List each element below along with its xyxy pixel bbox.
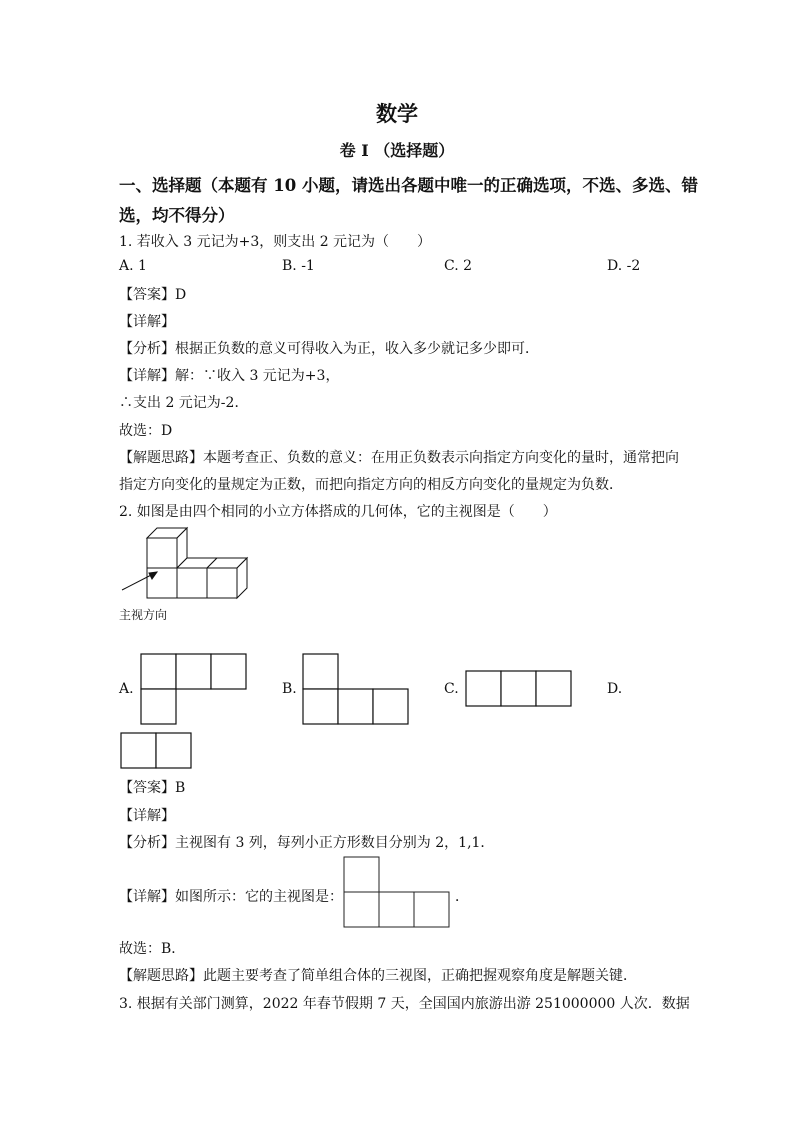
q1-detail-heading: 【详解】 bbox=[119, 314, 175, 330]
q2-option-c-label: C. bbox=[444, 681, 459, 697]
q1-detail-line2: ∴支出 2 元记为-2． bbox=[119, 395, 249, 411]
q2-choice: 故选：B． bbox=[119, 941, 186, 957]
view-direction-label: 主视方向 bbox=[119, 608, 168, 622]
q2-option-b-label: B. bbox=[282, 681, 297, 697]
q1-detail-line1: 【详解】解：∵收入 3 元记为+3， bbox=[119, 368, 340, 384]
q1-option-a: A. 1 bbox=[119, 258, 147, 274]
q2-stem: 2. 如图是由四个相同的小立方体搭成的几何体，它的主视图是（ ） bbox=[119, 504, 557, 520]
q2-detail-heading: 【详解】 bbox=[119, 808, 175, 824]
q2-answer: 【答案】B bbox=[119, 780, 186, 796]
q2-idea: 【解题思路】此题主要考查了简单组合体的三视图，正确把握观察角度是解题关键． bbox=[119, 968, 637, 984]
q2-option-a-label: A. bbox=[119, 681, 134, 697]
q1-option-b: B. -1 bbox=[282, 258, 315, 274]
q2-option-d-label: D. bbox=[607, 681, 623, 697]
doc-title: 数学 bbox=[376, 101, 418, 126]
q1-stem: 1. 若收入 3 元记为+3，则支出 2 元记为（ ） bbox=[119, 234, 432, 250]
q1-option-d: D. -2 bbox=[607, 258, 641, 274]
q1-idea-line1: 【解题思路】本题考查正、负数的意义：在用正负数表示向指定方向变化的量时，通常把向 bbox=[119, 450, 679, 466]
section-heading-line1: 一、选择题（本题有 10 小题，请选出各题中唯一的正确选项，不选、多选、错 bbox=[119, 176, 698, 195]
q2-analysis: 【分析】主视图有 3 列，每列小正方形数目分别为 2，1,1． bbox=[119, 835, 495, 851]
q1-option-c: C. 2 bbox=[444, 258, 473, 274]
section-heading-line2: 选，均不得分） bbox=[119, 206, 235, 225]
q2-detail-end: ． bbox=[455, 889, 469, 905]
q3-stem: 3. 根据有关部门测算，2022 年春节假期 7 天，全国国内旅游出游 251000000 人次．数据 bbox=[119, 996, 690, 1012]
q1-analysis: 【分析】根据正负数的意义可得收入为正，收入多少就记多少即可． bbox=[119, 341, 539, 357]
q1-answer: 【答案】D bbox=[119, 287, 187, 303]
q2-detail: 【详解】如图所示：它的主视图是： bbox=[119, 889, 343, 905]
q1-choice: 故选：D bbox=[119, 423, 173, 439]
q1-idea-line2: 指定方向变化的量规定为正数，而把向指定方向的相反方向变化的量规定为负数． bbox=[119, 477, 623, 493]
volume-heading: 卷 I （选择题） bbox=[339, 141, 455, 160]
